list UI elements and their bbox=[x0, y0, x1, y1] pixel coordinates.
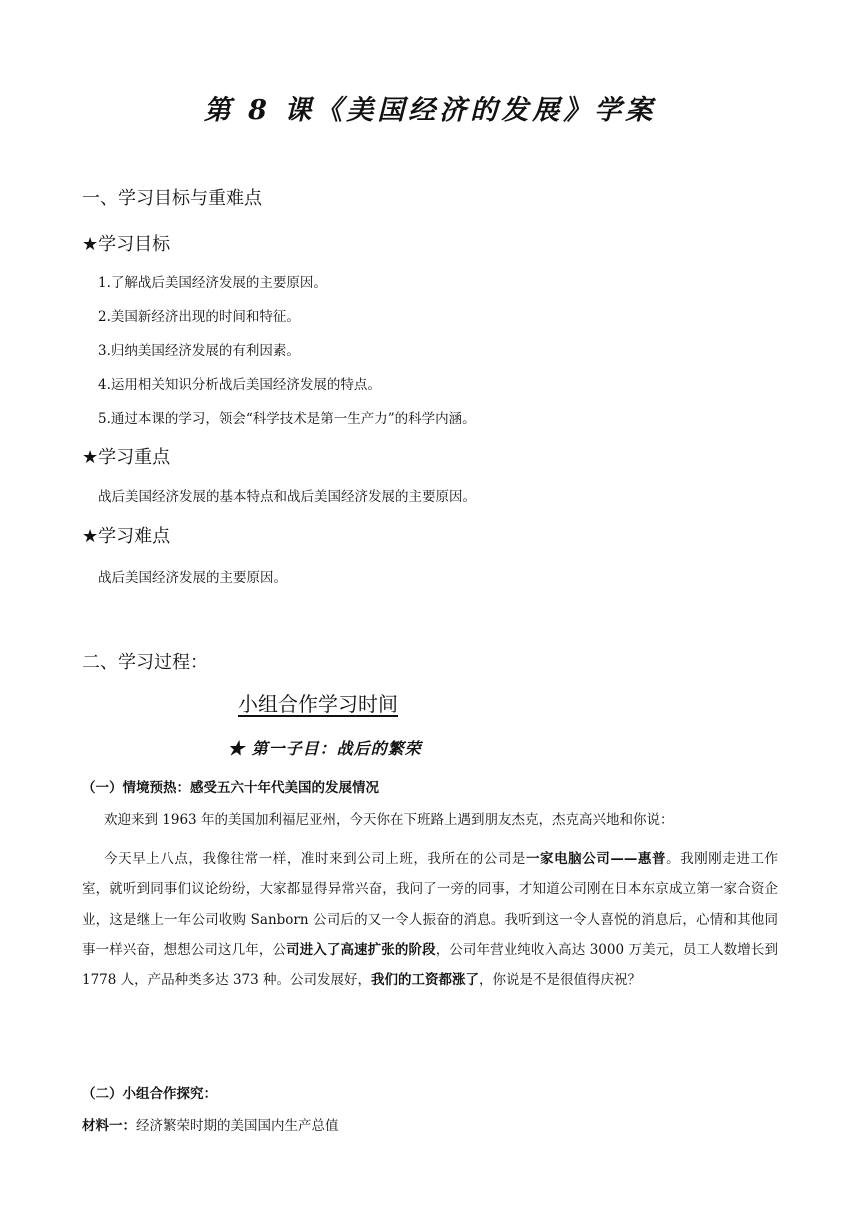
section-heading-process: 二、学习过程： bbox=[82, 652, 208, 673]
story-text: ，公司年营业纯收入高达 3000 万美元，员工人数增长到 1778 人，产品种类多达 373 种。公司发展好， bbox=[82, 941, 778, 989]
group-study-title: 小组合作学习时间 bbox=[238, 692, 398, 716]
story-paragraph bbox=[82, 844, 778, 995]
objective-item: 3.归纳美国经济发展的有利因素。 bbox=[98, 343, 300, 359]
intro-paragraph: 欢迎来到 1963 年的美国加利福尼亚州，今天你在下班路上遇到朋友杰克，杰克高兴地和你说： bbox=[104, 812, 674, 828]
subsection-title: ★ 第一子目：战后的繁荣 bbox=[228, 739, 422, 758]
objective-item: 5.通过本课的学习，领会“科学技术是第一生产力”的科学内涵。 bbox=[98, 411, 476, 427]
key-points-text: 战后美国经济发展的基本特点和战后美国经济发展的主要原因。 bbox=[98, 489, 476, 505]
difficult-points-heading: ★学习难点 bbox=[82, 526, 171, 547]
material-line bbox=[82, 1114, 339, 1134]
context-heading: （一）情境预热：感受五六十年代美国的发展情况 bbox=[82, 780, 379, 796]
objective-item: 2.美国新经济出现的时间和特征。 bbox=[98, 309, 300, 325]
story-highlight: 我们的工资都涨了 bbox=[371, 972, 479, 989]
page-title: 第 8 课《美国经济的发展》学案 bbox=[203, 95, 657, 126]
objective-item: 1.了解战后美国经济发展的主要原因。 bbox=[98, 275, 327, 291]
story-highlight: 一家电脑公司——惠普 bbox=[525, 851, 667, 867]
story-highlight: 司进入了高速扩张的阶段 bbox=[286, 941, 436, 958]
story-text: 今天早上八点，我像往常一样，准时来到公司上班，我所在的公司是 bbox=[104, 851, 526, 867]
key-points-heading: ★学习重点 bbox=[82, 447, 171, 468]
objective-item: 4.运用相关知识分析战后美国经济发展的特点。 bbox=[98, 377, 381, 393]
story-text: 。我刚刚走进工作室，就听到同事们议论纷纷，大家都显得异常兴奋，我问了一旁的同事，才知道公司刚在日本东京成立第一家合资企业，这是继上一年公司收购 Sanborn 公司后的又一令人振奋的消息。我听到这一令人喜悦的消息后，心情和其他同事一样兴奋，想想公司这几年，公 bbox=[82, 851, 779, 958]
material-label: 材料一： bbox=[82, 1118, 136, 1134]
objectives-heading: ★学习目标 bbox=[82, 234, 171, 255]
difficult-points-text: 战后美国经济发展的主要原因。 bbox=[98, 570, 287, 586]
story-text: ，你说是不是很值得庆祝？ bbox=[479, 972, 641, 989]
material-text: 经济繁荣时期的美国国内生产总值 bbox=[136, 1118, 339, 1134]
section-heading-goals: 一、学习目标与重难点 bbox=[82, 188, 262, 209]
explore-heading: （二）小组合作探究： bbox=[82, 1086, 217, 1102]
